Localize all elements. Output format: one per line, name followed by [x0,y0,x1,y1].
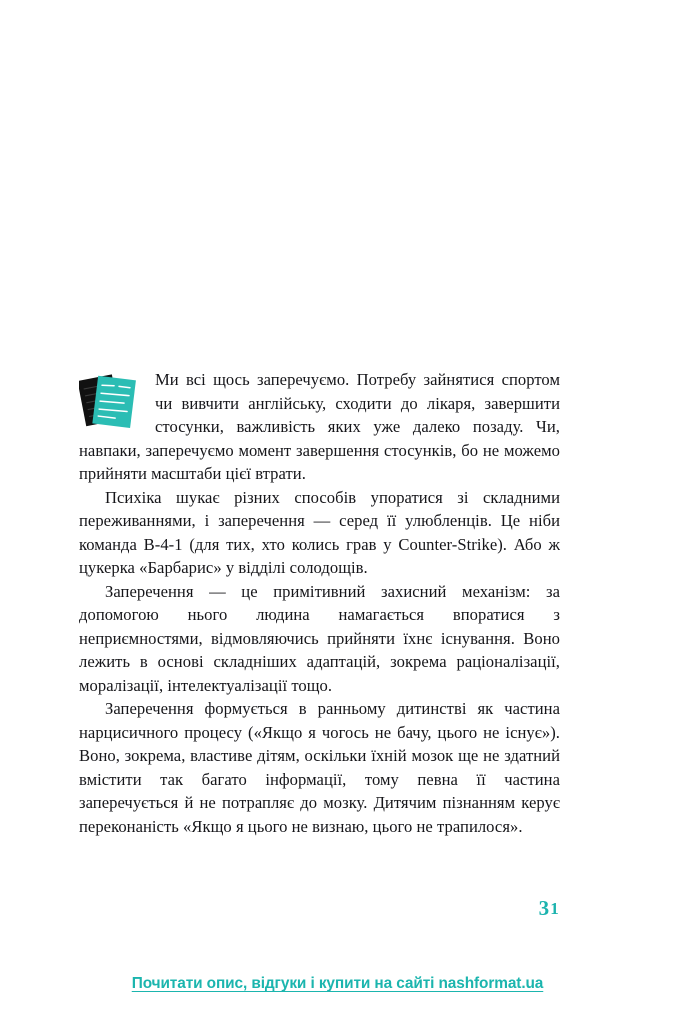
paragraph-2: Психіка шукає різних способів упоратися зі складними переживаннями, і заперечення — серед її улюбленців. Це ніби команда В-4-1 (для тих, хто колись грав у Counter-Strike). Або ж цукерка «Барбарис» у відділі солодощів. [79,487,560,577]
page-number [0,896,560,921]
footer [0,975,675,993]
text-column [79,368,560,838]
nashformat-promo-link[interactable]: Почитати опис, відгуки і купити на сайті nashformat.ua [131,975,544,992]
paragraph-3: Заперечення — це примітивний захисний механізм: за допомогою нього людина намагається впоратися з неприємностями, відмовляючись прийняти їхнє існування. Воно лежить в основі складніших адаптацій, зокрема раціоналізації, моралізації, інтелектуалізації тощо. [79,581,560,695]
page-number-second-digit: 1 [550,899,560,918]
stacked-papers-illustration [79,370,141,434]
paragraph-1-text: Ми всі щось заперечуємо. Потребу зайнятися спортом чи вивчити англійську, сходити до лікаря, завершити стосунки, важливість яких уже далеко позаду. Чи, навпаки, заперечуємо момент завершення стосунків, бо не можемо прийняти масштаби цієї втрати. [79,370,560,483]
page-number-first-digit: 3 [538,896,551,920]
paragraph-4: Заперечення формується в ранньому дитинстві як частина нарцисичного процесу («Якщо я чогось не бачу, цього не існує»). Воно, зокрема, властиве дітям, оскільки їхній мозок ще не здатний вмістити так багато інформації, тому певна її частина заперечується й не потрапляє до мозку. Дитячим пізнанням керує переконаність «Якщо я цього не визнаю, цього не трапилося». [79,699,560,836]
paragraph-1 [79,368,560,486]
